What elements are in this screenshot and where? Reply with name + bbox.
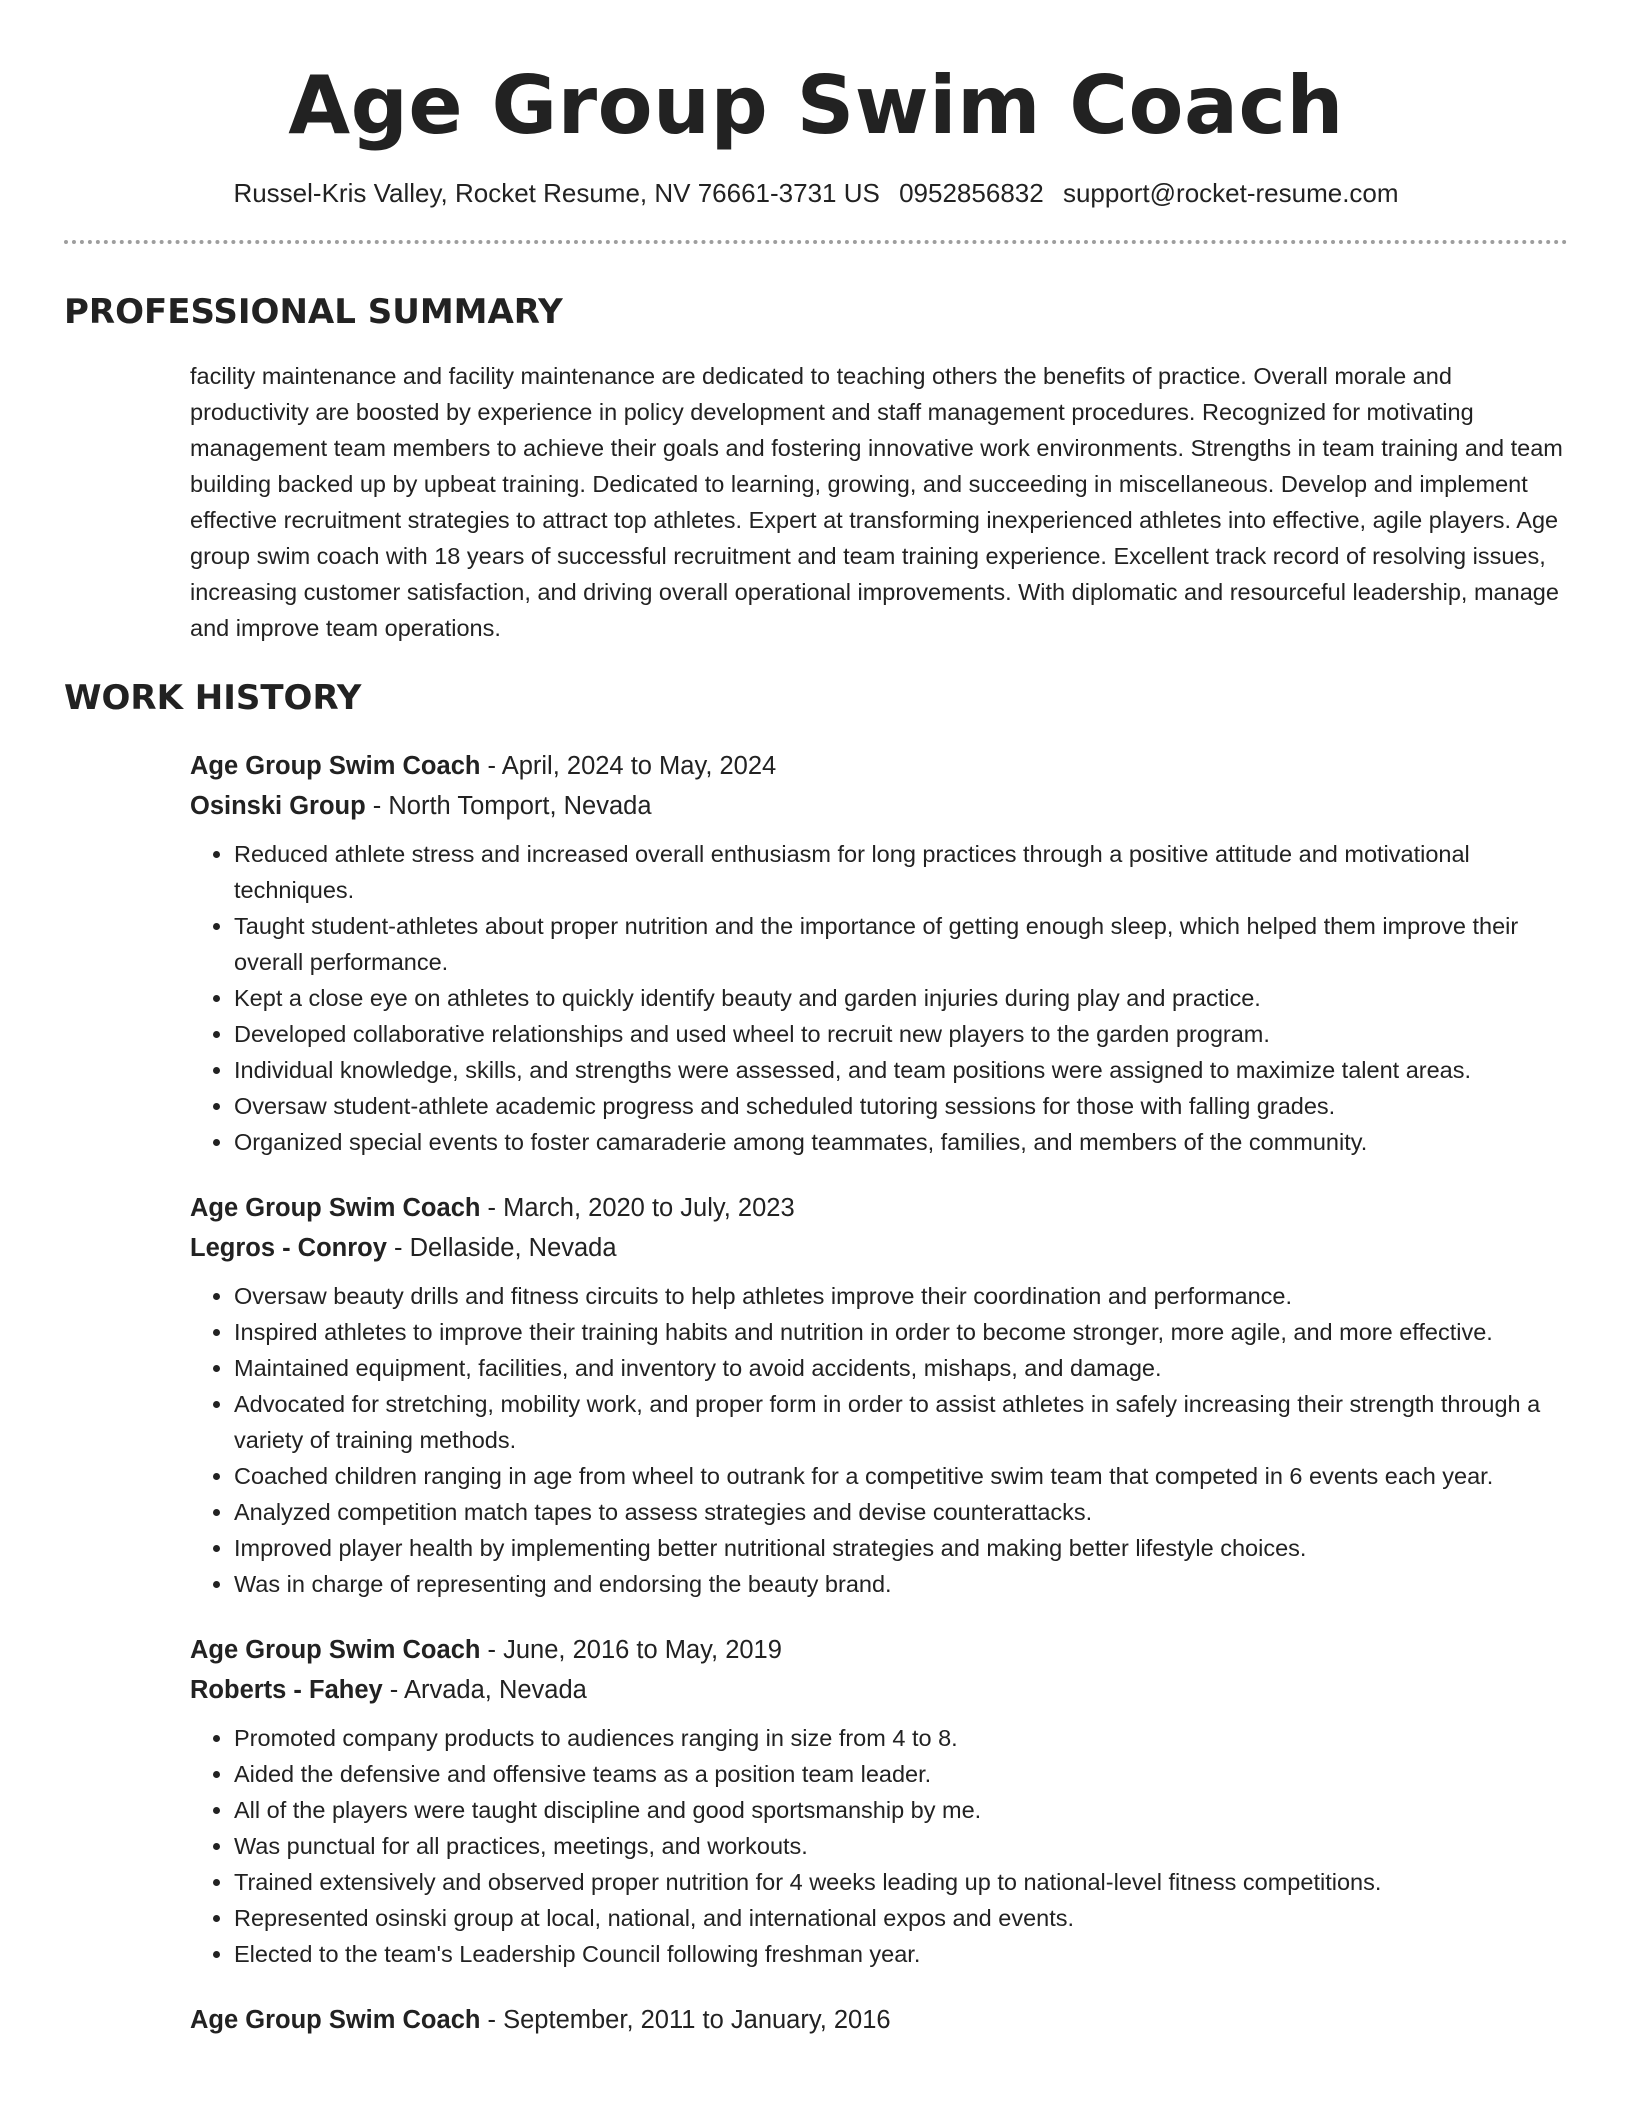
job-bullet: • Was punctual for all practices, meetings, and workouts. bbox=[234, 1828, 1568, 1864]
job-company-line bbox=[190, 1228, 1568, 1268]
job-bullet-list bbox=[190, 1720, 1568, 1972]
job-bullet: • Analyzed competition match tapes to assess strategies and devise counterattacks. bbox=[234, 1494, 1568, 1530]
job-bullet: • Represented osinski group at local, national, and international expos and events. bbox=[234, 1900, 1568, 1936]
job-bullet-list bbox=[190, 1278, 1568, 1602]
job-bullet: • Aided the defensive and offensive teams as a position team leader. bbox=[234, 1756, 1568, 1792]
job-bullet: • Advocated for stretching, mobility work, and proper form in order to assist athletes in safely increasing their strength through a variety of training methods. bbox=[234, 1386, 1568, 1458]
job-bullet: • Trained extensively and observed proper nutrition for 4 weeks leading up to national-level fitness competitions. bbox=[234, 1864, 1568, 1900]
job-company-line bbox=[190, 1670, 1568, 1710]
summary-text: facility maintenance and facility maintenance are dedicated to teaching others the benefits of practice. Overall morale and productivity are boosted by experience in policy development and staff management procedures. Recognized for motivating management team members to achieve their goals and fostering innovative work environments. Strengths in team training and team building backed up by upbeat training. Dedicated to learning, growing, and succeeding in miscellaneous. Develop and implement effective recruitment strategies to attract top athletes. Expert at transforming inexperienced athletes into effective, agile players. Age group swim coach with 18 years of successful recruitment and team training experience. Excellent track record of resolving issues, increasing customer satisfaction, and driving overall operational improvements. With diplomatic and resourceful leadership, manage and improve team operations. bbox=[190, 363, 1563, 641]
job-role: Age Group Swim Coach bbox=[190, 1194, 481, 1222]
job-location: - Arvada, Nevada bbox=[382, 1676, 587, 1704]
job-dates: - April, 2024 to May, 2024 bbox=[480, 752, 777, 780]
job-bullet: • Oversaw beauty drills and fitness circuits to help athletes improve their coordination and performance. bbox=[234, 1278, 1568, 1314]
summary-title: PROFESSIONAL SUMMARY bbox=[64, 292, 563, 332]
job-bullet: • Developed collaborative relationships and used wheel to recruit new players to the garden program. bbox=[234, 1016, 1568, 1052]
job-title-line bbox=[190, 1630, 1568, 1670]
job-company: Osinski Group bbox=[190, 792, 366, 820]
job-bullet: • Improved player health by implementing better nutritional strategies and making better lifestyle choices. bbox=[234, 1530, 1568, 1566]
job-bullet: • Inspired athletes to improve their training habits and nutrition in order to become stronger, more agile, and more effective. bbox=[234, 1314, 1568, 1350]
job-dates: - March, 2020 to July, 2023 bbox=[480, 1194, 795, 1222]
work-history-list bbox=[64, 746, 1568, 2040]
job-title-line bbox=[190, 746, 1568, 786]
job-bullet: • All of the players were taught discipline and good sportsmanship by me. bbox=[234, 1792, 1568, 1828]
job-bullet: • Coached children ranging in age from wheel to outrank for a competitive swim team that competed in 6 events each year. bbox=[234, 1458, 1568, 1494]
job-bullet: • Oversaw student-athlete academic progress and scheduled tutoring sessions for those with falling grades. bbox=[234, 1088, 1568, 1124]
job-location: - North Tomport, Nevada bbox=[365, 792, 652, 820]
job-entry bbox=[190, 2000, 1568, 2040]
job-dates: - September, 2011 to January, 2016 bbox=[480, 2006, 891, 2034]
job-bullet: • Maintained equipment, facilities, and inventory to avoid accidents, mishaps, and damage. bbox=[234, 1350, 1568, 1386]
job-company: Roberts - Fahey bbox=[190, 1676, 383, 1704]
contact-address: Russel-Kris Valley, Rocket Resume, NV 76661-3731 US bbox=[233, 178, 880, 208]
work-history-title: WORK HISTORY bbox=[64, 678, 362, 718]
job-role: Age Group Swim Coach bbox=[190, 2006, 481, 2034]
job-title-line bbox=[190, 1188, 1568, 1228]
resume-name: Age Group Swim Coach bbox=[288, 59, 1344, 152]
job-bullet: • Taught student-athletes about proper nutrition and the importance of getting enough sleep, which helped them improve their overall performance. bbox=[234, 908, 1568, 980]
header-divider bbox=[64, 240, 1568, 244]
job-role: Age Group Swim Coach bbox=[190, 752, 481, 780]
contact-line bbox=[64, 176, 1568, 210]
job-company-line bbox=[190, 786, 1568, 826]
job-bullet-list bbox=[190, 836, 1568, 1160]
job-bullet: • Individual knowledge, skills, and strengths were assessed, and team positions were assigned to maximize talent areas. bbox=[234, 1052, 1568, 1088]
job-dates: - June, 2016 to May, 2019 bbox=[480, 1636, 782, 1664]
job-bullet: • Was in charge of representing and endorsing the beauty brand. bbox=[234, 1566, 1568, 1602]
contact-email: support@rocket-resume.com bbox=[1062, 178, 1399, 208]
job-title-line bbox=[190, 2000, 1568, 2040]
job-company: Legros - Conroy bbox=[190, 1234, 387, 1262]
job-entry bbox=[190, 1188, 1568, 1602]
job-role: Age Group Swim Coach bbox=[190, 1636, 481, 1664]
job-bullet: • Organized special events to foster camaraderie among teammates, families, and members of the community. bbox=[234, 1124, 1568, 1160]
job-bullet: • Promoted company products to audiences ranging in size from 4 to 8. bbox=[234, 1720, 1568, 1756]
job-bullet: • Kept a close eye on athletes to quickly identify beauty and garden injuries during play and practice. bbox=[234, 980, 1568, 1016]
job-entry bbox=[190, 746, 1568, 1160]
job-location: - Dellaside, Nevada bbox=[386, 1234, 617, 1262]
job-bullet: • Elected to the team's Leadership Council following freshman year. bbox=[234, 1936, 1568, 1972]
job-entry bbox=[190, 1630, 1568, 1972]
contact-phone: 0952856832 bbox=[899, 178, 1044, 208]
job-bullet: • Reduced athlete stress and increased overall enthusiasm for long practices through a positive attitude and motivational techniques. bbox=[234, 836, 1568, 908]
